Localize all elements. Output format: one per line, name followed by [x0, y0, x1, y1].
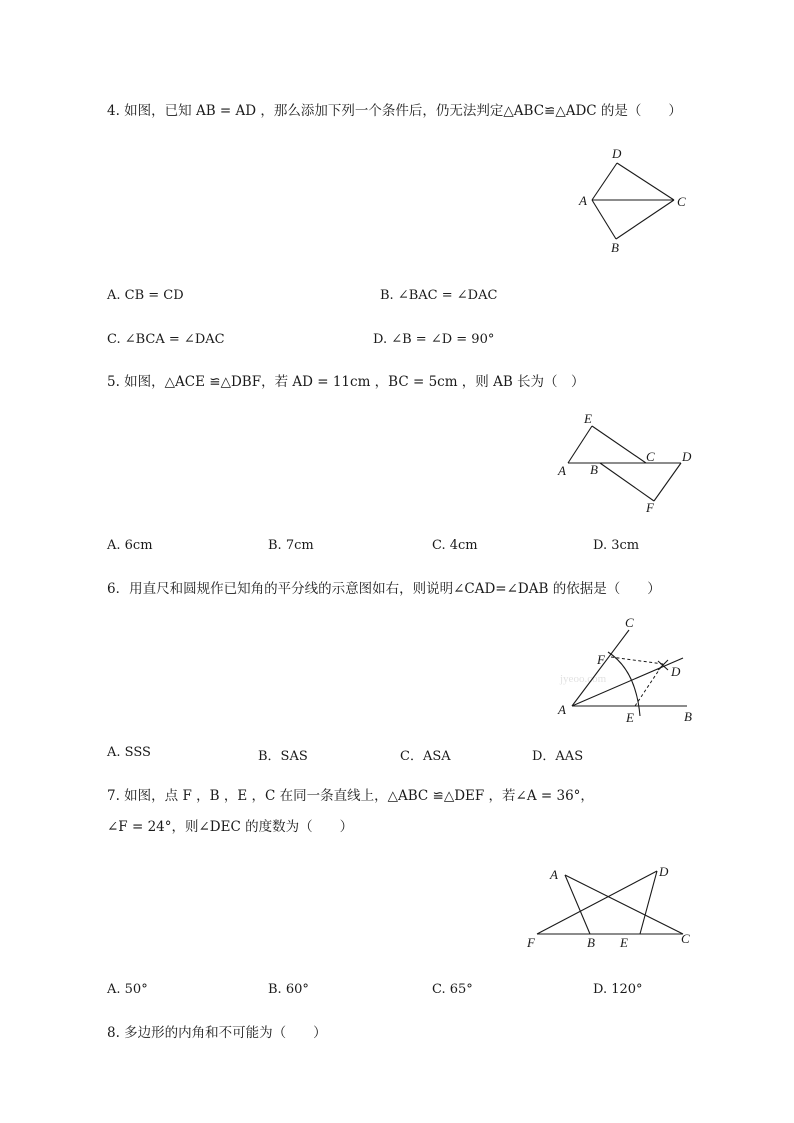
- label-E: E: [584, 411, 592, 426]
- question-5-option-b[interactable]: B. 7cm: [268, 538, 314, 553]
- question-7-option-c[interactable]: C. 65°: [432, 982, 473, 997]
- label-F: F: [646, 500, 654, 515]
- question-5-option-d[interactable]: D. 3cm: [593, 538, 640, 553]
- label-B: B: [587, 935, 595, 950]
- question-6-option-a[interactable]: A. SSS: [107, 745, 151, 760]
- question-7-figure: [520, 858, 700, 950]
- question-4-option-b[interactable]: B. ∠BAC = ∠DAC: [380, 288, 498, 303]
- label-A: A: [579, 193, 587, 208]
- segment-EC: [592, 426, 646, 463]
- question-7-stem-line1: 7. 如图，点 F ，B ，E ，C 在同一条直线上，△ABC ≌△DEF ，若∠A = 36°，: [107, 788, 594, 804]
- segment-FB: [600, 463, 654, 501]
- question-6-stem: 6．用直尺和圆规作已知角的平分线的示意图如右，则说明∠CAD=∠DAB 的依据是（ ）: [107, 581, 661, 597]
- dashed-ED: [635, 664, 663, 706]
- question-7-option-b[interactable]: B. 60°: [268, 982, 309, 997]
- question-5-stem: 5. 如图，△ACE ≌△DBF，若 AD = 11cm ，BC = 5cm ，则 AB 长为（ ）: [107, 374, 585, 390]
- label-A: A: [558, 702, 566, 717]
- watermark: jyeoo.com: [560, 673, 607, 685]
- question-6-option-d[interactable]: D．AAS: [532, 749, 584, 764]
- question-4-option-c[interactable]: C. ∠BCA = ∠DAC: [107, 332, 225, 347]
- label-E: E: [626, 710, 634, 725]
- question-6-option-c[interactable]: C．ASA: [400, 749, 451, 764]
- label-D: D: [671, 664, 681, 679]
- label-A: A: [558, 463, 566, 478]
- label-E: E: [620, 935, 628, 950]
- segment-DE: [640, 871, 657, 934]
- segment-BC: [616, 200, 674, 239]
- question-6-figure: [550, 612, 700, 727]
- question-5-option-a[interactable]: A. 6cm: [107, 538, 153, 553]
- segment-DF: [654, 463, 681, 501]
- label-C: C: [646, 449, 655, 464]
- label-B: B: [684, 709, 692, 724]
- label-A: A: [550, 867, 558, 882]
- label-C: C: [677, 194, 686, 209]
- label-C: C: [625, 615, 634, 630]
- question-6-option-b[interactable]: B．SAS: [258, 749, 308, 764]
- label-D: D: [682, 449, 692, 464]
- segment-AE: [568, 426, 592, 463]
- question-7-option-a[interactable]: A. 50°: [107, 982, 148, 997]
- question-4-stem: 4. 如图，已知 AB = AD ，那么添加下列一个条件后，仍无法判定△ABC≌△ADC 的是（ ）: [107, 103, 682, 119]
- question-5-figure: [550, 408, 700, 518]
- question-5-option-c[interactable]: C. 4cm: [432, 538, 478, 553]
- label-C: C: [681, 931, 690, 946]
- question-7-option-d[interactable]: D. 120°: [593, 982, 643, 997]
- label-D: D: [612, 146, 622, 161]
- label-D: D: [659, 864, 669, 879]
- segment-AC: [565, 875, 683, 934]
- segment-AB: [565, 875, 590, 934]
- question-4-figure: [570, 140, 700, 260]
- label-F: F: [527, 935, 535, 950]
- label-F: F: [597, 652, 605, 667]
- segment-AB: [592, 200, 616, 239]
- question-4-option-d[interactable]: D. ∠B = ∠D = 90°: [373, 332, 495, 347]
- label-B: B: [611, 240, 619, 255]
- ray-AC: [572, 630, 629, 706]
- question-4-option-a[interactable]: A. CB = CD: [107, 288, 184, 303]
- segment-AD: [592, 163, 617, 200]
- question-8-stem: 8. 多边形的内角和不可能为（ ）: [107, 1025, 327, 1041]
- question-7-stem-line2: ∠F = 24°，则∠DEC 的度数为（ ）: [107, 819, 354, 835]
- label-B: B: [590, 462, 598, 477]
- segment-DC: [617, 163, 674, 200]
